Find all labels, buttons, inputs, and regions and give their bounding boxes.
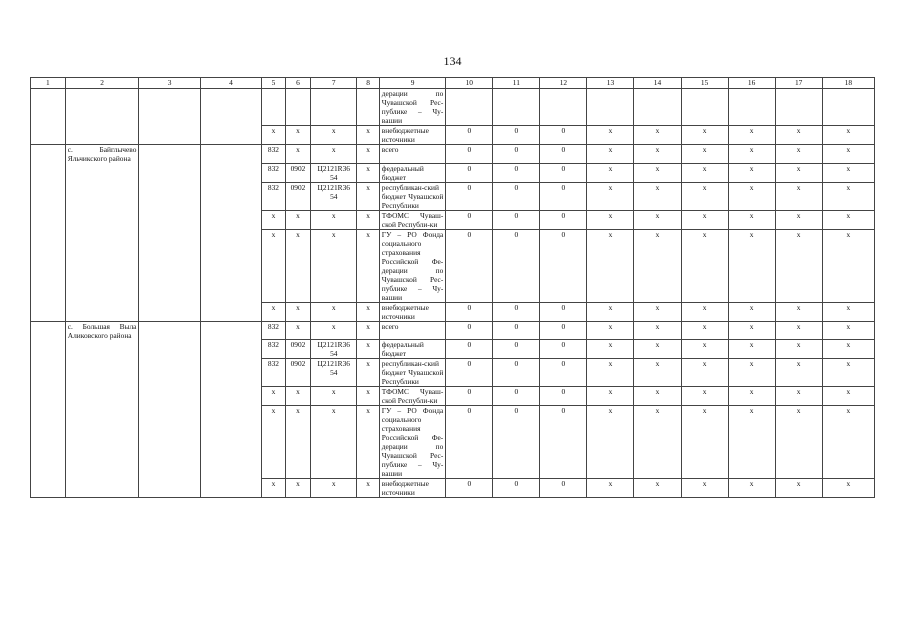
- column-number: 12: [540, 78, 587, 89]
- table-cell: x: [775, 387, 822, 406]
- table-cell: x: [587, 321, 634, 340]
- empty-cell: [139, 479, 200, 498]
- table-cell: x: [262, 387, 286, 406]
- budget-table: [30, 77, 875, 498]
- table-cell: x: [681, 340, 728, 359]
- empty-cell: [65, 126, 139, 145]
- table-cell: x: [634, 359, 681, 387]
- column-number: 10: [446, 78, 493, 89]
- empty-cell: [200, 182, 261, 210]
- funding-source-cell: ГУ – РО Фонда социального страхования Российской Фе-дерации по Чувашской Рес-публике – Чу-вашии: [379, 406, 445, 479]
- table-cell: [587, 89, 634, 126]
- empty-cell: [139, 163, 200, 182]
- table-cell: x: [681, 321, 728, 340]
- table-cell: x: [311, 210, 357, 229]
- table-cell: x: [262, 479, 286, 498]
- table-cell: x: [285, 302, 311, 321]
- table-cell: x: [357, 479, 380, 498]
- empty-cell: [31, 359, 66, 387]
- table-cell: x: [262, 406, 286, 479]
- table-cell: x: [357, 229, 380, 302]
- table-cell: 0: [540, 340, 587, 359]
- empty-cell: [65, 340, 139, 359]
- table-cell: x: [728, 145, 775, 164]
- empty-cell: [139, 182, 200, 210]
- table-cell: x: [822, 406, 874, 479]
- table-cell: x: [822, 479, 874, 498]
- empty-cell: [200, 145, 261, 164]
- table-cell: x: [728, 229, 775, 302]
- table-cell: x: [311, 387, 357, 406]
- empty-cell: [65, 182, 139, 210]
- empty-cell: [65, 479, 139, 498]
- table-cell: x: [634, 126, 681, 145]
- table-cell: x: [822, 126, 874, 145]
- empty-cell: [200, 302, 261, 321]
- table-cell: x: [822, 387, 874, 406]
- table-cell: x: [728, 340, 775, 359]
- table-cell: 0: [493, 302, 540, 321]
- table-cell: x: [587, 340, 634, 359]
- table-cell: x: [728, 126, 775, 145]
- table-cell: x: [822, 321, 874, 340]
- funding-source-cell: ТФОМС Чуваш-ской Республи-ки: [379, 387, 445, 406]
- table-cell: 0: [446, 359, 493, 387]
- table-cell: x: [728, 387, 775, 406]
- table-cell: 0: [493, 145, 540, 164]
- table-cell: x: [285, 210, 311, 229]
- table-cell: x: [775, 340, 822, 359]
- table-cell: 0: [540, 210, 587, 229]
- empty-cell: [200, 387, 261, 406]
- table-cell: x: [822, 340, 874, 359]
- table-cell: 0902: [285, 182, 311, 210]
- table-cell: x: [728, 163, 775, 182]
- table-row: [31, 126, 875, 145]
- empty-cell: [65, 387, 139, 406]
- table-cell: x: [587, 406, 634, 479]
- empty-cell: [139, 340, 200, 359]
- table-cell: x: [311, 479, 357, 498]
- table-cell: x: [357, 321, 380, 340]
- table-cell: 0: [493, 359, 540, 387]
- table-cell: x: [822, 359, 874, 387]
- table-cell: [728, 89, 775, 126]
- table-cell: x: [822, 182, 874, 210]
- table-cell: 0: [540, 182, 587, 210]
- table-cell: Ц2121R36 54: [311, 182, 357, 210]
- table-cell: 0902: [285, 359, 311, 387]
- table-cell: x: [285, 321, 311, 340]
- table-cell: 832: [262, 145, 286, 164]
- table-cell: [285, 89, 311, 126]
- table-cell: 0: [446, 321, 493, 340]
- funding-source-cell: всего: [379, 321, 445, 340]
- table-cell: x: [775, 145, 822, 164]
- empty-cell: [200, 163, 261, 182]
- funding-source-cell: федеральный бюджет: [379, 340, 445, 359]
- empty-cell: [200, 126, 261, 145]
- funding-source-cell: ТФОМС Чуваш-ской Республи-ки: [379, 210, 445, 229]
- column-number: 7: [311, 78, 357, 89]
- empty-cell: [200, 229, 261, 302]
- table-cell: x: [357, 126, 380, 145]
- table-row: [31, 302, 875, 321]
- table-cell: x: [822, 163, 874, 182]
- table-cell: x: [285, 126, 311, 145]
- table-cell: [681, 89, 728, 126]
- table-cell: [446, 89, 493, 126]
- table-cell: x: [311, 406, 357, 479]
- empty-cell: [31, 479, 66, 498]
- empty-cell: [139, 229, 200, 302]
- table-cell: 0: [540, 479, 587, 498]
- table-cell: 0: [446, 302, 493, 321]
- empty-cell: [31, 387, 66, 406]
- table-cell: x: [775, 302, 822, 321]
- empty-cell: [65, 210, 139, 229]
- settlement-name: с. Большая Выла Аликовского района: [65, 321, 139, 340]
- empty-cell: [139, 89, 200, 126]
- table-cell: 0: [446, 387, 493, 406]
- table-cell: x: [822, 210, 874, 229]
- table-row: [31, 210, 875, 229]
- table-cell: x: [681, 387, 728, 406]
- table-cell: x: [262, 126, 286, 145]
- table-cell: 0: [540, 406, 587, 479]
- empty-cell: [139, 210, 200, 229]
- table-cell: 0: [493, 321, 540, 340]
- empty-cell: [31, 163, 66, 182]
- empty-cell: [65, 359, 139, 387]
- column-number: 18: [822, 78, 874, 89]
- table-row: [31, 340, 875, 359]
- table-cell: x: [775, 229, 822, 302]
- table-cell: x: [634, 182, 681, 210]
- table-cell: [822, 89, 874, 126]
- table-row: [31, 145, 875, 164]
- table-cell: x: [311, 126, 357, 145]
- table-cell: x: [587, 163, 634, 182]
- table-cell: x: [634, 406, 681, 479]
- column-number: 15: [681, 78, 728, 89]
- column-number: 9: [379, 78, 445, 89]
- table-cell: 0: [493, 406, 540, 479]
- table-row: [31, 479, 875, 498]
- table-cell: 0: [540, 229, 587, 302]
- table-cell: x: [634, 387, 681, 406]
- table-cell: x: [681, 210, 728, 229]
- table-cell: x: [587, 387, 634, 406]
- table-cell: 0: [446, 163, 493, 182]
- table-cell: 0: [493, 229, 540, 302]
- funding-source-cell: федеральный бюджет: [379, 163, 445, 182]
- table-cell: x: [775, 359, 822, 387]
- table-cell: [540, 89, 587, 126]
- table-cell: x: [357, 340, 380, 359]
- table-cell: 0902: [285, 340, 311, 359]
- table-cell: x: [634, 145, 681, 164]
- table-cell: x: [634, 210, 681, 229]
- empty-cell: [139, 321, 200, 340]
- table-cell: x: [681, 126, 728, 145]
- table-cell: [634, 89, 681, 126]
- table-cell: x: [285, 229, 311, 302]
- empty-cell: [65, 163, 139, 182]
- table-cell: 0: [540, 163, 587, 182]
- table-cell: x: [728, 210, 775, 229]
- column-number: 17: [775, 78, 822, 89]
- table-cell: x: [262, 229, 286, 302]
- table-cell: x: [822, 229, 874, 302]
- table-cell: 0: [446, 229, 493, 302]
- table-cell: x: [634, 479, 681, 498]
- settlement-name: с. Байглычево Яльчикского района: [65, 145, 139, 164]
- table-cell: x: [728, 302, 775, 321]
- table-cell: x: [681, 163, 728, 182]
- column-number: 8: [357, 78, 380, 89]
- column-number: 3: [139, 78, 200, 89]
- table-cell: x: [775, 126, 822, 145]
- table-cell: x: [728, 321, 775, 340]
- table-cell: x: [285, 406, 311, 479]
- table-cell: 0: [493, 340, 540, 359]
- table-cell: x: [775, 479, 822, 498]
- table-cell: 0: [540, 359, 587, 387]
- table-cell: x: [587, 229, 634, 302]
- table-cell: x: [357, 210, 380, 229]
- table-cell: x: [262, 210, 286, 229]
- empty-cell: [65, 229, 139, 302]
- table-cell: x: [587, 145, 634, 164]
- empty-cell: [200, 89, 261, 126]
- table-cell: x: [587, 182, 634, 210]
- column-number: 14: [634, 78, 681, 89]
- empty-cell: [31, 126, 66, 145]
- empty-cell: [31, 340, 66, 359]
- column-number: 2: [65, 78, 139, 89]
- table-cell: x: [728, 359, 775, 387]
- table-cell: [262, 89, 286, 126]
- empty-cell: [200, 210, 261, 229]
- table-cell: 832: [262, 163, 286, 182]
- table-cell: x: [587, 126, 634, 145]
- table-cell: x: [357, 145, 380, 164]
- table-cell: x: [681, 229, 728, 302]
- table-row: [31, 406, 875, 479]
- empty-cell: [200, 406, 261, 479]
- table-cell: x: [634, 163, 681, 182]
- column-number: 1: [31, 78, 66, 89]
- table-cell: 832: [262, 321, 286, 340]
- empty-cell: [139, 387, 200, 406]
- table-cell: 0902: [285, 163, 311, 182]
- table-cell: x: [357, 182, 380, 210]
- table-cell: 0: [446, 406, 493, 479]
- table-cell: x: [311, 321, 357, 340]
- table-cell: x: [728, 406, 775, 479]
- column-number: 5: [262, 78, 286, 89]
- table-cell: x: [587, 479, 634, 498]
- table-cell: 0: [540, 387, 587, 406]
- table-cell: x: [311, 229, 357, 302]
- table-row: [31, 321, 875, 340]
- table-cell: x: [634, 340, 681, 359]
- table-cell: 0: [493, 387, 540, 406]
- empty-cell: [65, 89, 139, 126]
- empty-cell: [200, 321, 261, 340]
- table-cell: x: [728, 479, 775, 498]
- empty-cell: [31, 302, 66, 321]
- table-cell: x: [681, 182, 728, 210]
- column-number: 6: [285, 78, 311, 89]
- funding-source-cell: ГУ – РО Фонда социального страхования Российской Фе-дерации по Чувашской Рес-публике – Чу-вашии: [379, 229, 445, 302]
- table-row: [31, 89, 875, 126]
- empty-cell: [31, 321, 66, 340]
- empty-cell: [200, 340, 261, 359]
- column-number: 13: [587, 78, 634, 89]
- table-row: [31, 163, 875, 182]
- table-row: [31, 359, 875, 387]
- table-cell: x: [822, 302, 874, 321]
- table-cell: x: [357, 163, 380, 182]
- table-cell: x: [775, 210, 822, 229]
- table-cell: x: [681, 302, 728, 321]
- empty-cell: [200, 479, 261, 498]
- table-cell: x: [634, 302, 681, 321]
- table-cell: x: [587, 302, 634, 321]
- table-cell: 0: [493, 126, 540, 145]
- funding-source-cell: внебюджетные источники: [379, 126, 445, 145]
- table-cell: 832: [262, 359, 286, 387]
- table-row: [31, 182, 875, 210]
- empty-cell: [31, 182, 66, 210]
- table-row: [31, 387, 875, 406]
- funding-source-cell: всего: [379, 145, 445, 164]
- table-cell: x: [285, 387, 311, 406]
- empty-cell: [31, 210, 66, 229]
- table-cell: x: [775, 406, 822, 479]
- table-cell: x: [311, 145, 357, 164]
- funding-source-cell: республикан-ский бюджет Чувашской Республики: [379, 182, 445, 210]
- table-cell: x: [728, 182, 775, 210]
- table-cell: x: [357, 302, 380, 321]
- empty-cell: [31, 229, 66, 302]
- empty-cell: [139, 359, 200, 387]
- table-cell: x: [357, 359, 380, 387]
- table-cell: 0: [493, 479, 540, 498]
- table-cell: 0: [493, 210, 540, 229]
- table-cell: 0: [446, 479, 493, 498]
- table-cell: x: [681, 406, 728, 479]
- funding-source-cell: дерации по Чувашской Рес-публике – Чу-вашии: [379, 89, 445, 126]
- table-cell: x: [587, 210, 634, 229]
- column-number: 16: [728, 78, 775, 89]
- table-cell: x: [775, 182, 822, 210]
- empty-cell: [65, 302, 139, 321]
- table-cell: 0: [540, 321, 587, 340]
- column-number: 11: [493, 78, 540, 89]
- table-cell: Ц2121R36 54: [311, 359, 357, 387]
- empty-cell: [31, 145, 66, 164]
- table-cell: x: [775, 163, 822, 182]
- table-cell: x: [357, 406, 380, 479]
- funding-source-cell: внебюджетные источники: [379, 302, 445, 321]
- table-cell: x: [822, 145, 874, 164]
- table-cell: x: [681, 145, 728, 164]
- table-cell: 0: [446, 145, 493, 164]
- table-cell: x: [634, 229, 681, 302]
- empty-cell: [139, 406, 200, 479]
- table-cell: 0: [540, 302, 587, 321]
- table-cell: x: [681, 479, 728, 498]
- table-cell: 832: [262, 182, 286, 210]
- table-cell: [357, 89, 380, 126]
- empty-cell: [65, 406, 139, 479]
- table-cell: x: [262, 302, 286, 321]
- funding-source-cell: внебюджетные источники: [379, 479, 445, 498]
- table-cell: x: [634, 321, 681, 340]
- empty-cell: [31, 406, 66, 479]
- empty-cell: [31, 89, 66, 126]
- column-number-row: [31, 78, 875, 89]
- table-cell: 0: [446, 340, 493, 359]
- page-number: 134: [443, 54, 462, 68]
- table-cell: x: [311, 302, 357, 321]
- table-cell: [493, 89, 540, 126]
- column-number: 4: [200, 78, 261, 89]
- table-cell: x: [285, 479, 311, 498]
- table-cell: 0: [540, 126, 587, 145]
- empty-cell: [139, 126, 200, 145]
- table-cell: 832: [262, 340, 286, 359]
- table-cell: 0: [446, 182, 493, 210]
- table-cell: 0: [446, 126, 493, 145]
- table-cell: Ц2121R36 54: [311, 163, 357, 182]
- table-cell: x: [357, 387, 380, 406]
- table-cell: x: [285, 145, 311, 164]
- funding-source-cell: республикан-ский бюджет Чувашской Республики: [379, 359, 445, 387]
- table-cell: 0: [540, 145, 587, 164]
- empty-cell: [139, 302, 200, 321]
- table-cell: 0: [493, 163, 540, 182]
- table-cell: 0: [446, 210, 493, 229]
- table-cell: x: [587, 359, 634, 387]
- table-cell: 0: [493, 182, 540, 210]
- table-cell: x: [775, 321, 822, 340]
- table-cell: Ц2121R36 54: [311, 340, 357, 359]
- table-cell: [775, 89, 822, 126]
- empty-cell: [139, 145, 200, 164]
- empty-cell: [200, 359, 261, 387]
- table-cell: [311, 89, 357, 126]
- table-cell: x: [681, 359, 728, 387]
- table-row: [31, 229, 875, 302]
